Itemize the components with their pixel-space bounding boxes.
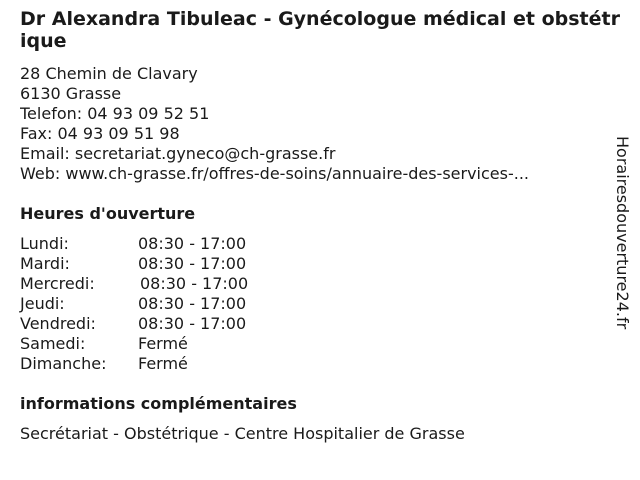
day-label: Vendredi: [20,314,96,333]
opening-hours-heading: Heures d'ouverture [20,204,196,223]
day-label: Samedi: [20,334,86,353]
address-city: 6130 Grasse [20,84,122,103]
time-value: Fermé [138,334,188,353]
time-value: 08:30 - 17:00 [138,314,247,333]
phone-number[interactable]: Telefon: 04 93 09 52 51 [20,104,210,123]
day-label: Mercredi: [20,274,95,293]
fax-number: Fax: 04 93 09 51 98 [20,124,180,143]
day-label: Jeudi: [20,294,65,313]
day-label: Dimanche: [20,354,107,373]
additional-info-heading: informations complémentaires [20,394,297,413]
time-value: 08:30 - 17:00 [140,274,249,293]
day-label: Lundi: [20,234,69,253]
time-value: 08:30 - 17:00 [138,254,247,273]
page-title: Dr Alexandra Tibuleac - Gynécologue médical et obstétrique [20,8,620,52]
email-link[interactable]: Email: secretariat.gyneco@ch-grasse.fr [20,144,336,163]
address-street: 28 Chemin de Clavary [20,64,198,83]
time-value: Fermé [138,354,188,373]
additional-info-text: Secrétariat - Obstétrique - Centre Hospitalier de Grasse [20,424,465,443]
contact-block [20,64,610,184]
website-link[interactable]: Web: www.ch-grasse.fr/offres-de-soins/annuaire-des-services-... [20,164,529,183]
day-label: Mardi: [20,254,70,273]
time-value: 08:30 - 17:00 [138,294,247,313]
time-value: 08:30 - 17:00 [138,234,247,253]
site-watermark: Horairesdouverture24.fr [613,136,632,330]
